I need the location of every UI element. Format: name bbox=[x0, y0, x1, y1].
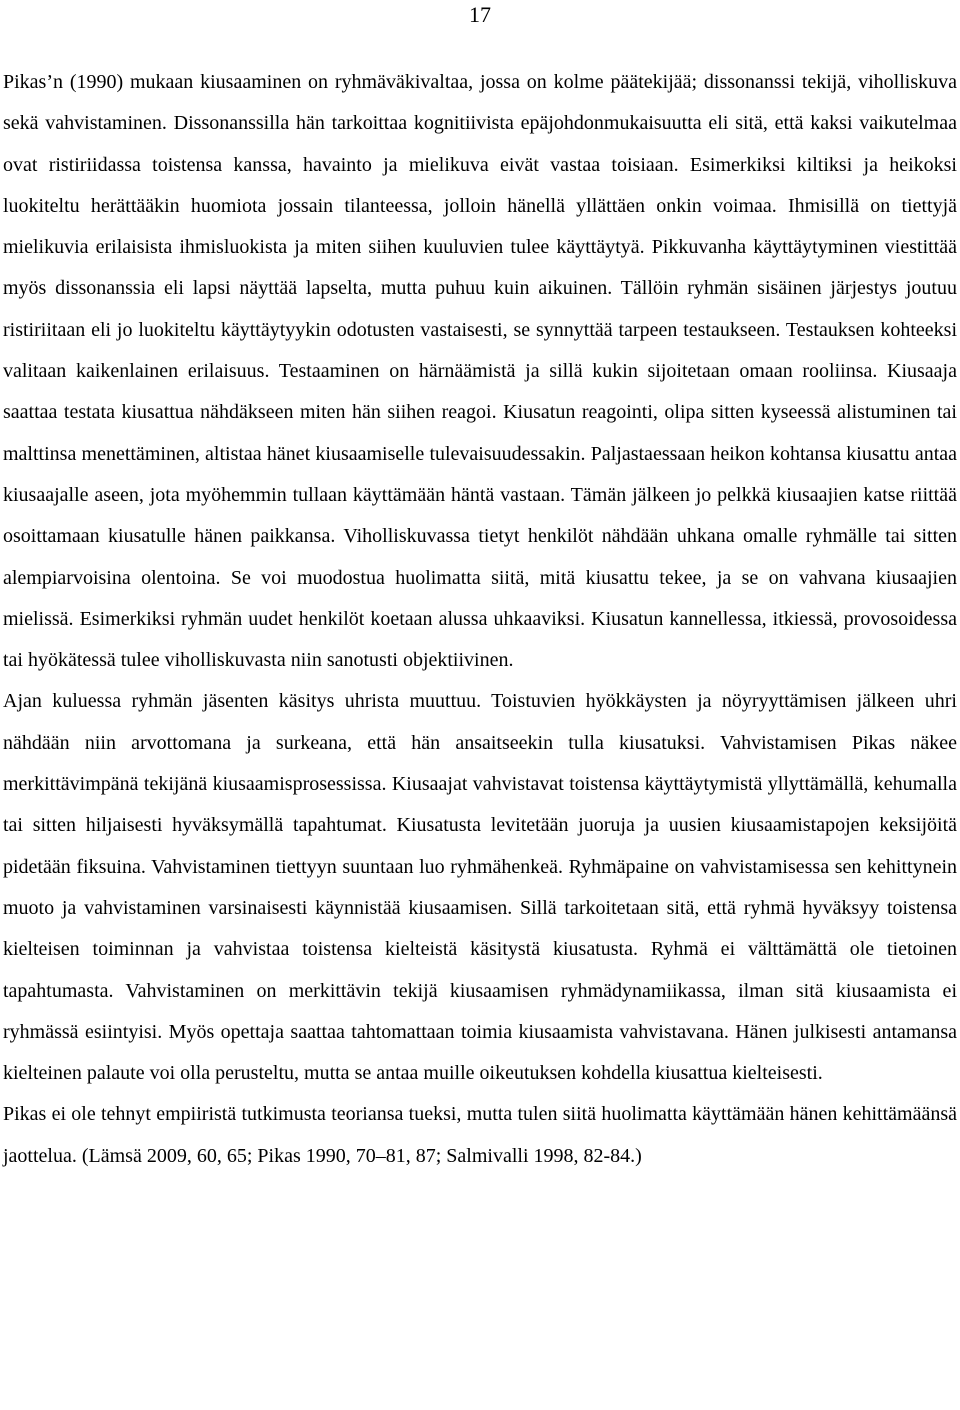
paragraph-reinforcement: Ajan kuluessa ryhmän jäsenten käsitys uhrista muuttuu. Toistuvien hyökkäysten ja nöyryyttämisen jälkeen uhri nähdään niin arvottomana ja surkeana, että hän ansaitseekin tulla kiusatuksi. Vahvistamisen Pikas näkee merkittävimpänä tekijänä kiusaamisprosessissa. Kiusaajat vahvistavat toistensa käyttäytymistä yllyttämällä, kehumalla tai sitten hiljaisesti hyväksymällä tapahtumat. Kiusatusta levitetään juoruja ja uusien kiusaamistapojen keksijöitä pidetään fiksuina. Vahvistaminen tiettyyn suuntaan luo ryhmähenkeä. Ryhmäpaine on vahvistamisessa sen kehittynein muoto ja vahvistaminen varsinaisesti käynnistää kiusaamisen. Sillä tarkoitetaan sitä, että ryhmä hyväksyy toistensa kielteisen toiminnan ja vahvistaa toistensa kielteistä käsitystä kiusatusta. Ryhmä ei välttämättä ole tietoinen tapahtumasta. Vahvistaminen on merkittävin tekijä kiusaamisen ryhmädynamiikassa, ilman sitä kiusaamista ei ryhmässä esiintyisi. Myös opettaja saattaa tahtomattaan toimia kiusaamista vahvistavana. Hänen julkisesti antamansa kielteinen palaute voi olla perusteltu, mutta se antaa muille oikeutuksen kohdella kiusattua kielteisesti. bbox=[3, 690, 957, 1085]
paragraph-citation: Pikas ei ole tehnyt empiiristä tutkimusta teoriansa tueksi, mutta tulen siitä huolimatta käyttämään hänen kehittämäänsä jaottelua. (Lämsä 2009, 60, 65; Pikas 1990, 70–81, 87; Salmivalli 1998, 82-84.) bbox=[3, 1103, 957, 1167]
page-number: 17 bbox=[469, 2, 491, 27]
paragraph-dissonance: Pikas’n (1990) mukaan kiusaaminen on ryhmäväkivaltaa, jossa on kolme päätekijää; dissonanssi tekijä, viholliskuva sekä vahvistaminen. Dissonanssilla hän tarkoittaa kognitiivista epäjohdonmukaisuutta eli sitä, että kaksi vaikutelmaa ovat ristiriidassa toistensa kanssa, havainto ja mielikuva eivät vastaa toisiaan. Esimerkiksi kiltiksi ja heikoksi luokiteltu herättääkin huomiota jossain tilanteessa, jolloin hänellä yllättäen onkin voimaa. Ihmisillä on tiettyjä mielikuvia erilaisista ihmisluokista ja miten siihen kuuluvien tulee käyttäytyä. Pikkuvanha käyttäytyminen viestittää myös dissonanssia eli lapsi näyttää lapselta, mutta puhuu kuin aikuinen. Tällöin ryhmän sisäinen järjestys joutuu ristiriitaan eli jo luokiteltu käyttäytyykin odotusten vastaisesti, se synnyttää tarpeen testaukseen. Testauksen kohteeksi valitaan kaikenlainen erilaisuus. Testaaminen on härnäämistä ja sillä kukin sijoitetaan omaan rooliinsa. Kiusaaja saattaa testata kiusattua nähdäkseen miten hän siihen reagoi. Kiusatun reagointi, olipa sitten kyseessä alistuminen tai malttinsa menettäminen, altistaa hänet kiusaamiselle tulevaisuudessakin. Paljastaessaan heikon kohtansa kiusattu antaa kiusaajalle aseen, jota myöhemmin tullaan käyttämään häntä vastaan. Tämän jälkeen jo pelkkä kiusaajien katse riittää osoittamaan kiusatulle hänen paikkansa. Viholliskuvassa tietyt henkilöt nähdään uhkana omalle ryhmälle tai sitten alempiarvoisina olentoina. Se voi muodostua huolimatta siitä, mitä kiusattu tekee, ja se on vahvana kiusaajien mielissä. Esimerkiksi ryhmän uudet henkilöt koetaan alussa uhkaaviksi. Kiusatun kannellessa, itkiessä, provosoidessa tai hyökätessä tulee viholliskuvasta niin sanotusti objektiivinen. bbox=[3, 71, 957, 672]
document-body bbox=[3, 62, 957, 1177]
